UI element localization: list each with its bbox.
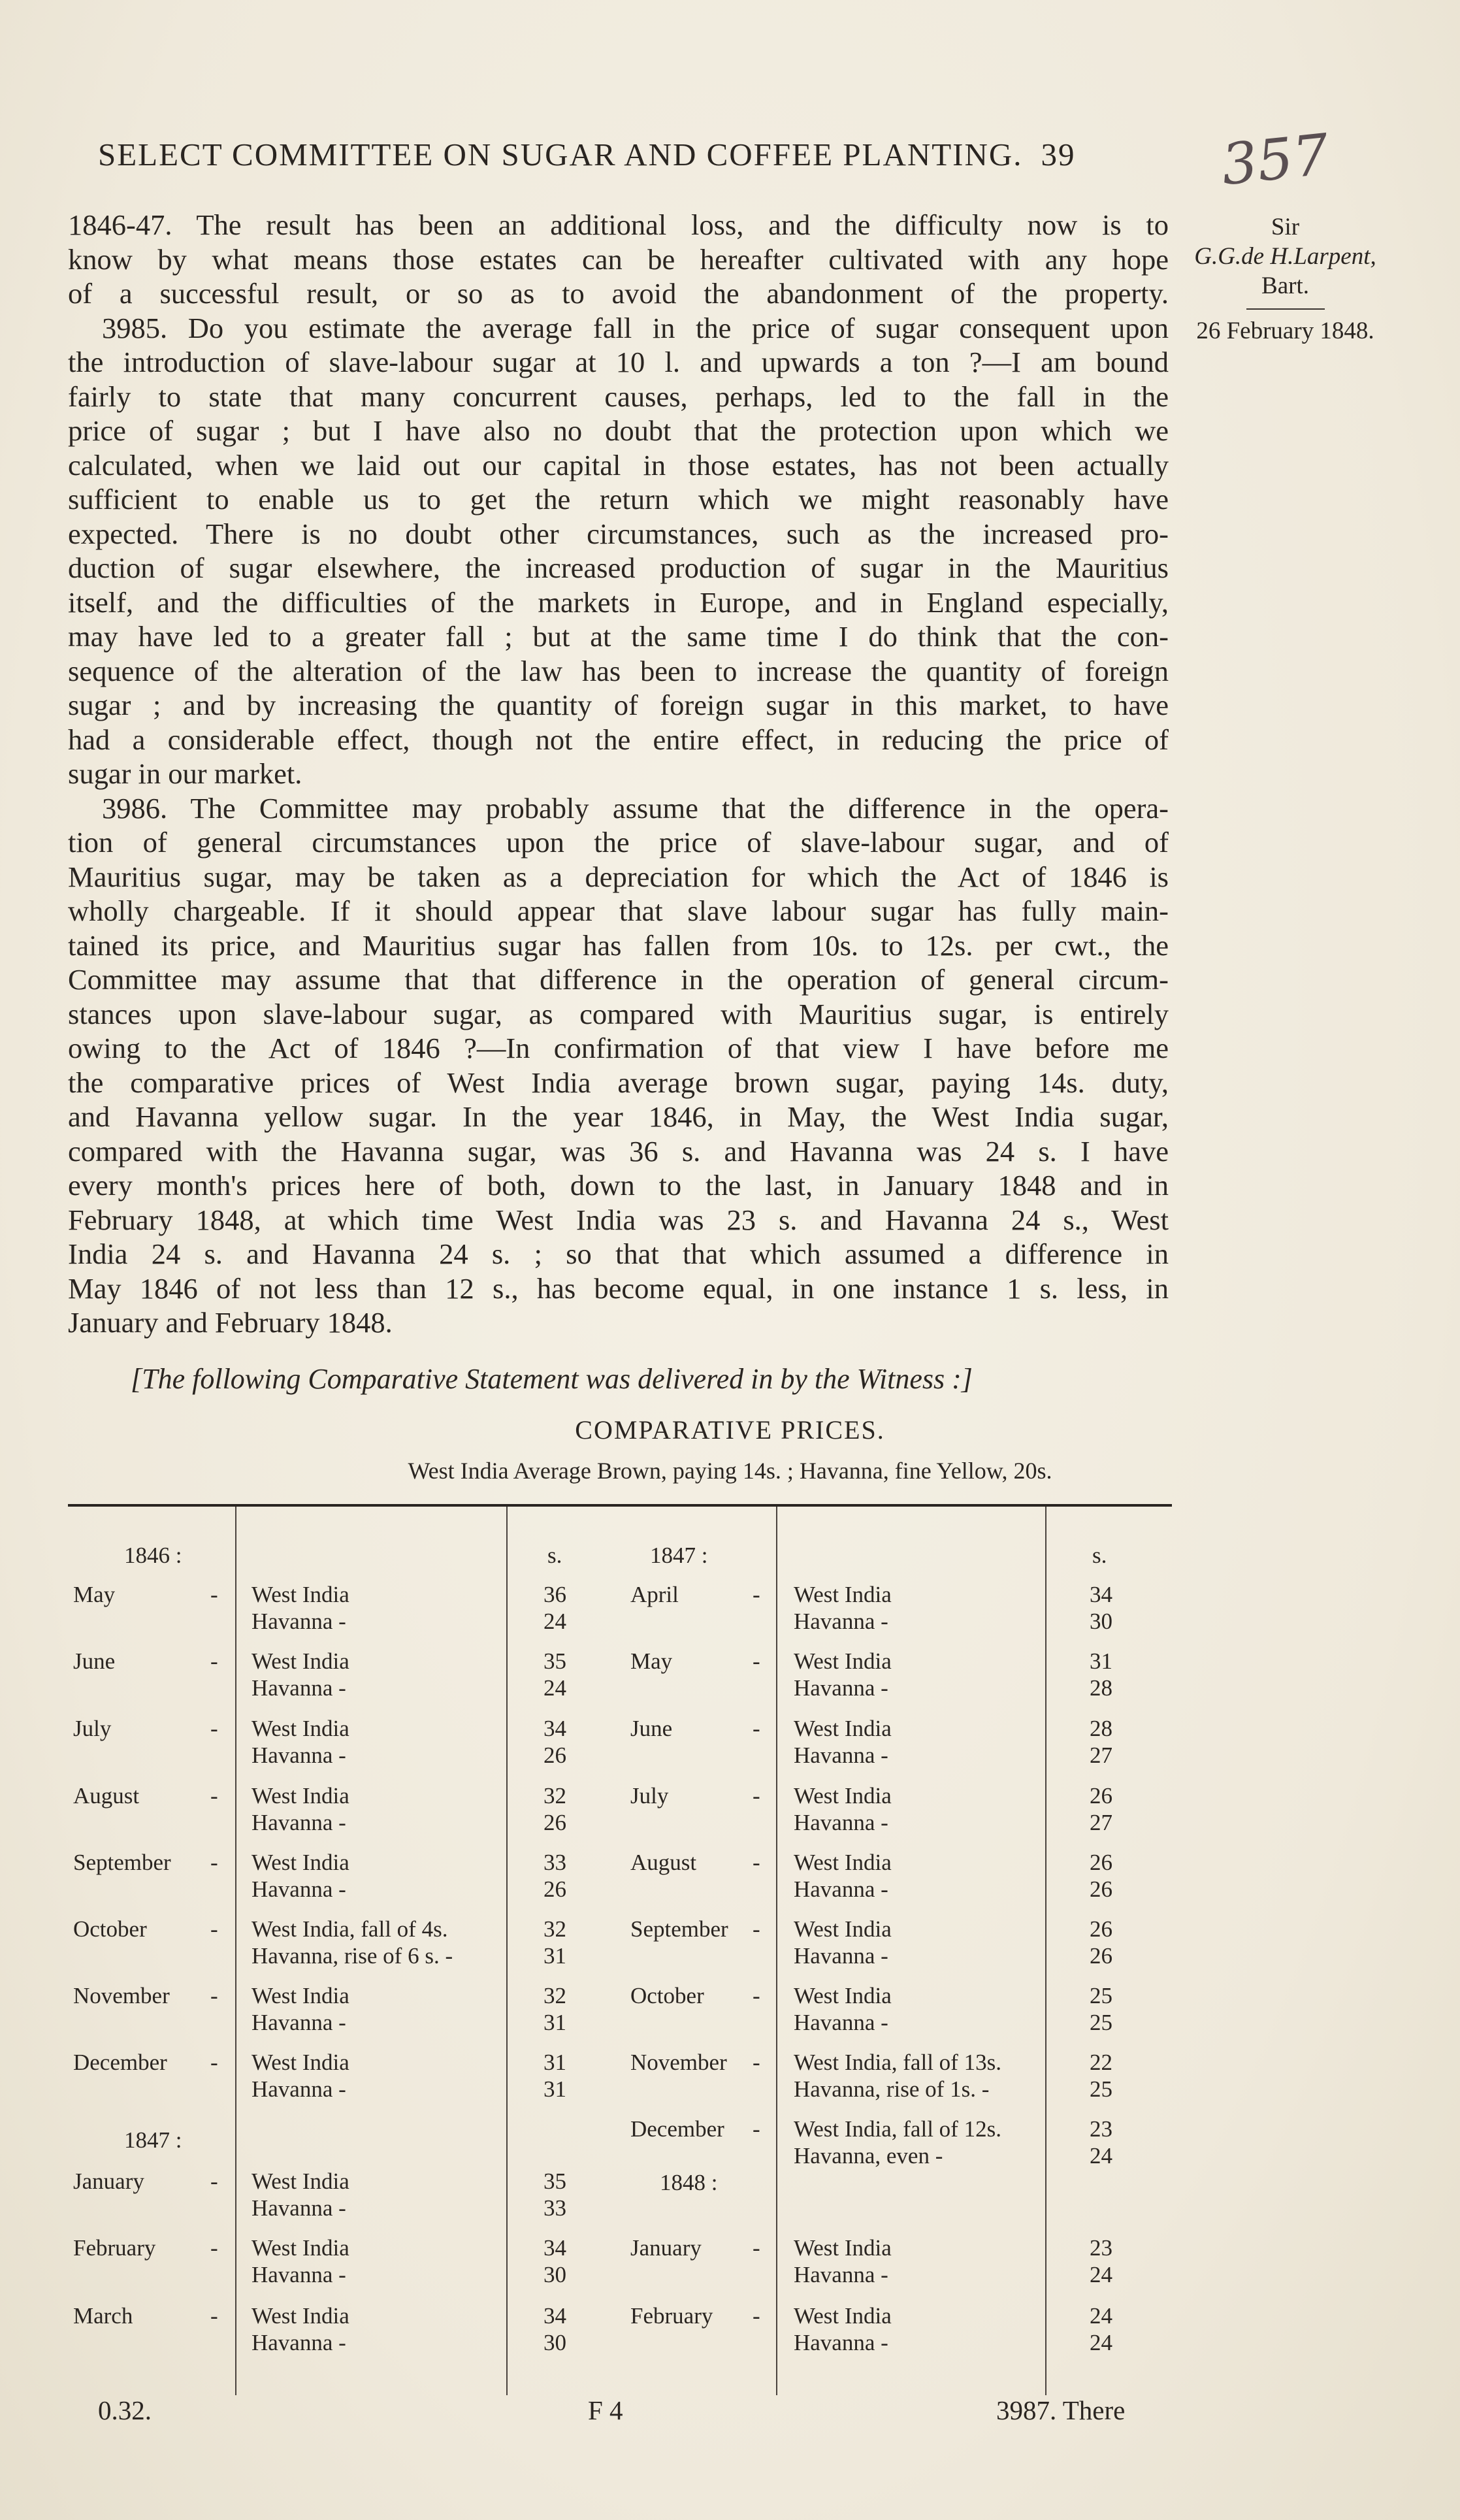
row-label-havanna: Havanna - — [794, 1810, 888, 1835]
price-west-india: 28 — [1090, 1716, 1112, 1741]
price-west-india: 32 — [543, 1783, 566, 1808]
statement-intro: [The following Comparative Statement was delivered in by the Witness :] — [131, 1363, 973, 1395]
month-label: November — [630, 2050, 727, 2075]
price-west-india: 34 — [543, 2235, 566, 2261]
month-label: August — [73, 1783, 140, 1808]
text-line: may have led to a greater fall ; but at the same time I do think that the con- — [68, 620, 1169, 653]
margin-divider — [1246, 308, 1325, 310]
row-label-west-india: West India — [251, 1716, 349, 1741]
margin-name: G.G.de H.Larpent, — [1194, 243, 1376, 270]
price-havanna: 26 — [543, 1743, 566, 1768]
row-label-west-india: West India — [794, 2235, 892, 2261]
row-label-havanna: Havanna - — [251, 1609, 346, 1634]
price-west-india: 26 — [1090, 1916, 1112, 1942]
price-west-india: 24 — [1090, 2303, 1112, 2329]
leader-dash: - — [753, 2303, 760, 2329]
price-havanna: 25 — [1090, 2010, 1112, 2035]
leader-dash: - — [210, 1916, 218, 1942]
price-west-india: 34 — [543, 2303, 566, 2329]
row-label-west-india: West India — [794, 1582, 892, 1607]
text-line: every month's prices here of both, down to the last, in January 1848 and in — [68, 1169, 1169, 1202]
row-label-havanna: Havanna - — [794, 1876, 888, 1902]
row-label-havanna: Havanna - — [251, 2010, 346, 2035]
price-havanna: 30 — [543, 2330, 566, 2355]
row-label-havanna: Havanna - — [794, 2262, 888, 2287]
text-line: price of sugar ; but I have also no doubt that the protection upon which we — [68, 414, 1169, 447]
row-label-havanna: Havanna - — [794, 2010, 888, 2035]
price-west-india: 32 — [543, 1916, 566, 1942]
text-line: sugar in our market. — [68, 757, 302, 790]
text-line: fairly to state that many concurrent causes, perhaps, led to the fall in the — [68, 380, 1169, 413]
leader-dash: - — [210, 1716, 218, 1741]
leader-dash: - — [753, 1983, 760, 2008]
text-line: January and February 1848. — [68, 1306, 393, 1339]
footer-gathering-mark: F 4 — [588, 2395, 623, 2425]
row-label-havanna: Havanna - — [251, 2195, 346, 2221]
price-havanna: 30 — [1090, 1609, 1112, 1634]
price-west-india: 35 — [543, 1648, 566, 1674]
margin-witness-note — [1176, 212, 1395, 346]
price-west-india: 23 — [1090, 2116, 1112, 2142]
month-label: October — [73, 1916, 147, 1942]
row-label-west-india: West India — [794, 1648, 892, 1674]
row-label-havanna: Havanna - — [794, 2330, 888, 2355]
month-label: November — [73, 1983, 170, 2008]
price-west-india: 36 — [543, 1582, 566, 1607]
month-label: June — [630, 1716, 673, 1741]
table-title: COMPARATIVE PRICES. — [575, 1415, 885, 1445]
text-line: tained its price, and Mauritius sugar has fallen from 10s. to 12s. per cwt., the — [68, 928, 1169, 962]
row-label-havanna: Havanna - — [251, 1675, 346, 1701]
paragraph-3986 — [68, 791, 1169, 826]
leader-dash: - — [210, 1850, 218, 1875]
table-subtitle: West India Average Brown, paying 14s. ; Havanna, fine Yellow, 20s. — [408, 1458, 1052, 1484]
price-west-india: 32 — [543, 1983, 566, 2008]
table-top-rule — [68, 1504, 1172, 1507]
leader-dash: - — [210, 2050, 218, 2075]
text-line: 3986. The Committee may probably assume that the difference in the opera- — [102, 791, 1169, 825]
month-label: May — [73, 1582, 116, 1607]
text-line: expected. There is no doubt other circumstances, such as the increased pro- — [68, 517, 1169, 550]
month-label: September — [630, 1916, 728, 1942]
text-line: itself, and the difficulties of the markets in Europe, and in England especially, — [68, 585, 1169, 619]
row-label-havanna: Havanna - — [251, 1743, 346, 1768]
price-west-india: 35 — [543, 2168, 566, 2194]
year-heading: 1846 : — [124, 1543, 182, 1568]
price-havanna: 24 — [543, 1675, 566, 1701]
price-west-india: 23 — [1090, 2235, 1112, 2261]
month-label: June — [73, 1648, 116, 1674]
row-label-west-india: West India — [794, 1916, 892, 1942]
row-label-west-india: West India — [251, 1850, 349, 1875]
row-label-havanna: Havanna, even - — [794, 2143, 943, 2168]
leader-dash: - — [210, 1783, 218, 1808]
text-line: had a considerable effect, though not the entire effect, in reducing the price of — [68, 723, 1169, 756]
text-line: stances upon slave-labour sugar, as compared with Mauritius sugar, is entirely — [68, 997, 1169, 1030]
row-label-west-india: West India — [794, 1716, 892, 1741]
text-line: sequence of the alteration of the law has been to increase the quantity of foreign — [68, 654, 1169, 687]
month-label: December — [630, 2116, 724, 2142]
month-label: May — [630, 1648, 673, 1674]
row-label-havanna: Havanna - — [251, 2330, 346, 2355]
text-line: wholly chargeable. If it should appear that slave labour sugar has fully main- — [68, 894, 1169, 927]
price-havanna: 31 — [543, 2010, 566, 2035]
text-line: compared with the Havanna sugar, was 36 s. and Havanna was 24 s. I have — [68, 1134, 1169, 1168]
text-line: duction of sugar elsewhere, the increased production of sugar in the Mauritius — [68, 551, 1169, 584]
month-label: January — [630, 2235, 702, 2261]
leader-dash: - — [210, 2235, 218, 2261]
leader-dash: - — [210, 1582, 218, 1607]
row-label-west-india: West India, fall of 4s. — [251, 1916, 448, 1942]
text-line: February 1848, at which time West India was 23 s. and Havanna 24 s., West — [68, 1203, 1169, 1236]
price-havanna: 27 — [1090, 1743, 1112, 1768]
price-havanna: 26 — [1090, 1943, 1112, 1969]
header-title: SELECT COMMITTEE ON SUGAR AND COFFEE PLANTING. — [98, 137, 1023, 172]
year-heading: 1847 : — [650, 1543, 708, 1568]
row-label-west-india: West India — [251, 1783, 349, 1808]
text-line: owing to the Act of 1846 ?—In confirmation of that view I have before me — [68, 1032, 1169, 1064]
price-havanna: 25 — [1090, 2076, 1112, 2102]
text-line: 1846-47. The result has been an additional loss, and the difficulty now is to — [68, 208, 1169, 241]
leader-dash: - — [753, 2116, 760, 2142]
month-label: October — [630, 1983, 704, 2008]
month-label: July — [630, 1783, 669, 1808]
row-label-west-india: West India — [251, 1582, 349, 1607]
row-label-west-india: West India — [794, 1983, 892, 2008]
price-havanna: 24 — [1090, 2330, 1112, 2355]
price-havanna: 24 — [1090, 2262, 1112, 2287]
price-havanna: 31 — [543, 2076, 566, 2102]
unit-heading: s. — [547, 1543, 562, 1568]
row-label-west-india: West India — [251, 2050, 349, 2075]
text-line: May 1846 of not less than 12 s., has become equal, in one instance 1 s. less, in — [68, 1271, 1169, 1305]
unit-heading: s. — [1092, 1543, 1107, 1568]
leader-dash: - — [753, 2235, 760, 2261]
row-label-west-india: West India — [251, 1983, 349, 2008]
price-west-india: 33 — [543, 1850, 566, 1875]
body-text — [68, 208, 1169, 1340]
paragraph-3985-cont — [68, 345, 1169, 791]
price-havanna: 31 — [543, 1943, 566, 1969]
leader-dash: - — [210, 2303, 218, 2329]
month-label: April — [630, 1582, 679, 1607]
row-label-havanna: Havanna - — [794, 1943, 888, 1969]
price-havanna: 26 — [1090, 1876, 1112, 1902]
text-line: sugar ; and by increasing the quantity of foreign sugar in this market, to have — [68, 689, 1169, 721]
price-west-india: 26 — [1090, 1850, 1112, 1875]
month-label: August — [630, 1850, 697, 1875]
price-havanna: 24 — [543, 1609, 566, 1634]
running-header — [98, 136, 1169, 173]
paragraph-1 — [68, 208, 1169, 311]
leader-dash: - — [210, 1648, 218, 1674]
paragraph-3985 — [68, 311, 1169, 346]
price-havanna: 24 — [1090, 2143, 1112, 2168]
margin-date: 26 February 1848. — [1196, 318, 1374, 344]
text-line: and Havanna yellow sugar. In the year 1846, in May, the West India sugar, — [68, 1100, 1169, 1133]
row-label-west-india: West India, fall of 12s. — [794, 2116, 1001, 2142]
table-column-rule — [1045, 1507, 1046, 2395]
row-label-west-india: West India, fall of 13s. — [794, 2050, 1001, 2075]
margin-suffix: Bart. — [1261, 272, 1309, 299]
leader-dash: - — [753, 1716, 760, 1741]
leader-dash: - — [753, 1916, 760, 1942]
price-havanna: 33 — [543, 2195, 566, 2221]
table-column-rule — [776, 1507, 777, 2395]
footer-catchword: 3987. There — [996, 2395, 1126, 2425]
price-havanna: 28 — [1090, 1675, 1112, 1701]
price-west-india: 34 — [543, 1716, 566, 1741]
row-label-havanna: Havanna - — [794, 1743, 888, 1768]
table-column-rule — [235, 1507, 236, 2395]
text-line: India 24 s. and Havanna 24 s. ; so that that which assumed a difference in — [68, 1237, 1169, 1270]
leader-dash: - — [753, 1783, 760, 1808]
row-label-west-india: West India — [794, 1783, 892, 1808]
row-label-west-india: West India — [251, 1648, 349, 1674]
text-line: of a successful result, or so as to avoid the abandonment of the property. — [68, 277, 1169, 310]
text-line: the comparative prices of West India average brown sugar, paying 14s. duty, — [68, 1066, 1169, 1099]
month-label: February — [630, 2303, 713, 2329]
footer-signature: 0.32. — [98, 2395, 152, 2425]
month-label: September — [73, 1850, 171, 1875]
table-column-rule — [506, 1507, 508, 2395]
price-west-india: 26 — [1090, 1783, 1112, 1808]
row-label-west-india: West India — [251, 2303, 349, 2329]
text-line: sufficient to enable us to get the return which we might reasonably have — [68, 483, 1169, 515]
year-heading: 1847 : — [124, 2127, 182, 2153]
price-havanna: 30 — [543, 2262, 566, 2287]
page-number: 39 — [1041, 137, 1076, 172]
text-line: calculated, when we laid out our capital in those estates, has not been actually — [68, 448, 1169, 482]
row-label-west-india: West India — [794, 1850, 892, 1875]
month-label: January — [73, 2168, 144, 2194]
price-west-india: 22 — [1090, 2050, 1112, 2075]
row-label-havanna: Havanna - — [794, 1609, 888, 1634]
price-west-india: 34 — [1090, 1582, 1112, 1607]
margin-title: Sir — [1271, 214, 1300, 240]
row-label-havanna: Havanna - — [251, 2076, 346, 2102]
row-label-havanna: Havanna - — [251, 1876, 346, 1902]
price-havanna: 27 — [1090, 1810, 1112, 1835]
row-label-havanna: Havanna - — [251, 2262, 346, 2287]
leader-dash: - — [210, 1983, 218, 2008]
price-west-india: 25 — [1090, 1983, 1112, 2008]
price-west-india: 31 — [1090, 1648, 1112, 1674]
month-label: March — [73, 2303, 133, 2329]
leader-dash: - — [210, 2168, 218, 2194]
row-label-west-india: West India — [251, 2168, 349, 2194]
row-label-havanna: Havanna, rise of 1s. - — [794, 2076, 990, 2102]
paragraph-3986-cont — [68, 825, 1169, 1340]
month-label: December — [73, 2050, 167, 2075]
leader-dash: - — [753, 2050, 760, 2075]
text-line: tion of general circumstances upon the price of slave-labour sugar, and of — [68, 826, 1169, 859]
price-havanna: 26 — [543, 1810, 566, 1835]
month-label: July — [73, 1716, 112, 1741]
year-heading: 1848 : — [660, 2170, 718, 2195]
row-label-havanna: Havanna, rise of 6 s. - — [251, 1943, 453, 1969]
price-havanna: 26 — [543, 1876, 566, 1902]
handwritten-folio-number: 357 — [1218, 122, 1332, 199]
leader-dash: - — [753, 1648, 760, 1674]
text-line: know by what means those estates can be hereafter cultivated with any hope — [68, 242, 1169, 276]
text-line: the introduction of slave-labour sugar at 10 l. and upwards a ton ?—I am bound — [68, 346, 1169, 378]
leader-dash: - — [753, 1582, 760, 1607]
leader-dash: - — [753, 1850, 760, 1875]
month-label: February — [73, 2235, 156, 2261]
row-label-havanna: Havanna - — [251, 1810, 346, 1835]
text-line: Committee may assume that that difference in the operation of general circum- — [68, 963, 1169, 996]
price-west-india: 31 — [543, 2050, 566, 2075]
text-line: Mauritius sugar, may be taken as a depreciation for which the Act of 1846 is — [68, 860, 1169, 893]
text-line: 3985. Do you estimate the average fall in the price of sugar consequent upon — [102, 311, 1169, 344]
row-label-west-india: West India — [251, 2235, 349, 2261]
row-label-west-india: West India — [794, 2303, 892, 2329]
row-label-havanna: Havanna - — [794, 1675, 888, 1701]
